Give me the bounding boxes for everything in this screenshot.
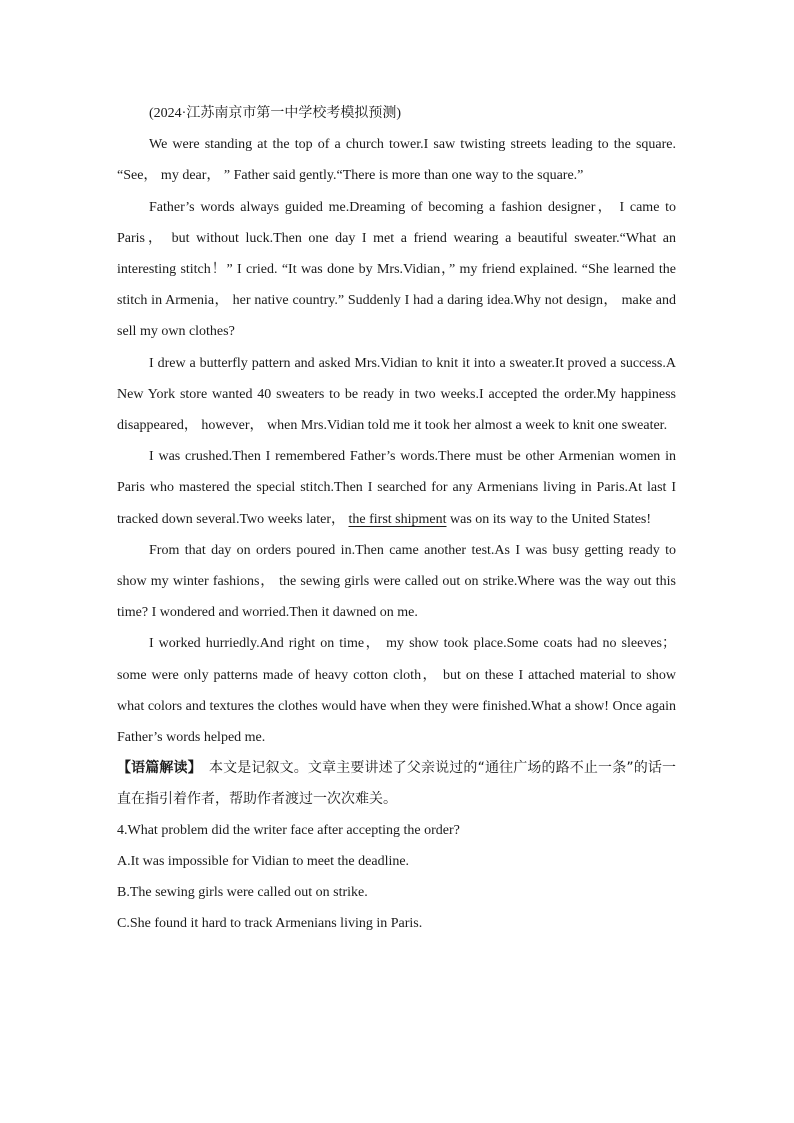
- analysis-text: 本文是记叙文。文章主要讲述了父亲说过的“通往广场的路不止一条”的话一直在指引着作者，帮助作者渡过一次次难关。: [117, 760, 676, 808]
- option-b: B.The sewing girls were called out on strike.: [117, 885, 368, 901]
- paragraph-1: We were standing at the top of a church tower.I saw twisting streets leading to the square. “See， my dear， ” Father said gently.“There is more than one way to the square.”: [117, 137, 676, 184]
- document-page: [117, 98, 676, 939]
- paragraph-2: Father’s words always guided me.Dreaming of becoming a fashion designer， I came to Paris， but without luck.Then one day I met a friend wearing a beautiful sweater.“What an interesting stitch！” I cried. “It was done by Mrs.Vidian，” my friend explained. “She learned the stitch in Armenia， her native country.” Suddenly I had a daring idea.Why not design， make and sell my own clothes?: [117, 199, 676, 340]
- passage-analysis: [117, 753, 676, 815]
- option-a: A.It was impossible for Vidian to meet the deadline.: [117, 854, 410, 870]
- paragraph-4-text-after: was on its way to the United States!: [446, 511, 652, 527]
- underlined-phrase: the first shipment: [348, 511, 447, 527]
- paragraph-4: [117, 441, 676, 535]
- analysis-label: 【语篇解读】: [117, 760, 195, 777]
- paragraph-6: I worked hurriedly.And right on time， my show took place.Some coats had no sleeves； some were only patterns made of heavy cotton cloth， but on these I attached material to show what colors and textures the clothes would have when they were finished.What a show! Once again Father’s words helped me.: [117, 636, 676, 746]
- paragraph-4-text-before: I was crushed.Then I remembered Father’s words.There must be other Armenian women in Paris who mastered the special stitch.Then I searched for any Armenians living in Paris.At last I tracked down several.Two weeks later，: [117, 449, 676, 527]
- paragraph-5: From that day on orders poured in.Then came another test.As I was busy getting ready to show my winter fashions， the sewing girls were called out on strike.Where was the way out this time? I wondered and worried.Then it dawned on me.: [117, 542, 676, 621]
- source-line: (2024·江苏南京市第一中学校考模拟预测): [149, 106, 401, 121]
- option-c: C.She found it hard to track Armenians living in Paris.: [117, 916, 423, 932]
- paragraph-3: I drew a butterfly pattern and asked Mrs.Vidian to knit it into a sweater.It proved a success.A New York store wanted 40 sweaters to be ready in two weeks.I accepted the order.My happiness disappeared， however， when Mrs.Vidian told me it took her almost a week to knit one sweater.: [117, 355, 676, 434]
- question-stem: 4.What problem did the writer face after accepting the order?: [117, 823, 460, 839]
